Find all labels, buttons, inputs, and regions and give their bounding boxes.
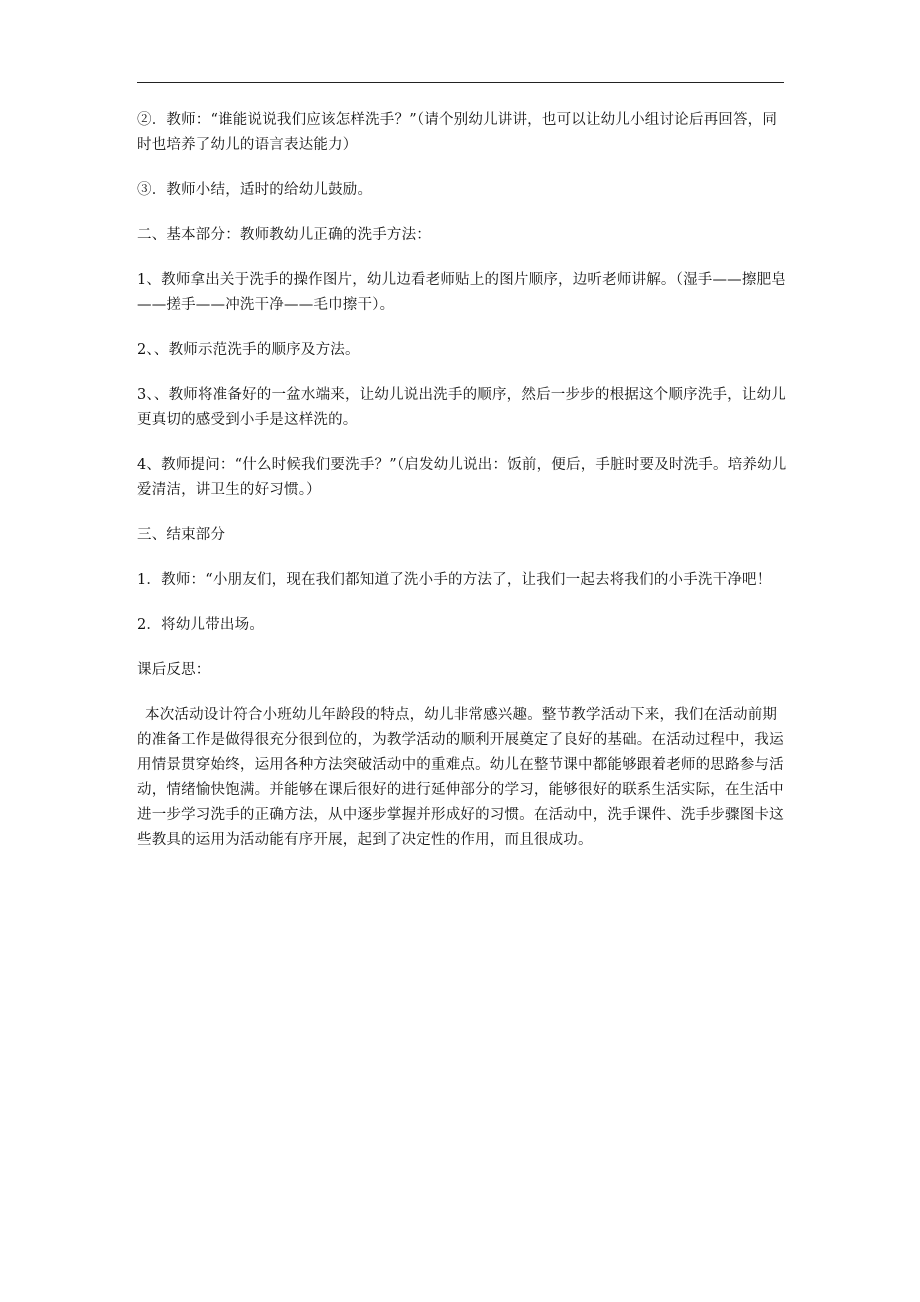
paragraph-item-1: 1、教师拿出关于洗手的操作图片，幼儿边看老师贴上的图片顺序，边听老师讲解。（湿手——擦肥皂——搓手——冲洗干净——毛巾擦干）。: [137, 272, 786, 313]
document-body: [137, 108, 787, 873]
paragraph-reflection: 本次活动设计符合小班幼儿年龄段的特点，幼儿非常感兴趣。整节教学活动下来，我们在活动前期的准备工作是做得很充分很到位的，为教学活动的顺利开展奠定了良好的基础。在活动过程中，我运用情景贯穿始终，运用各种方法突破活动中的重难点。幼儿在整节课中都能够跟着老师的思路参与活动，情绪愉快饱满。并能够在课后很好的进行延伸部分的学习，能够很好的联系生活实际，在生活中进一步学习洗手的正确方法，从中逐步掌握并形成好的习惯。在活动中，洗手课件、洗手步骤图卡这些教具的运用为活动能有序开展，起到了决定性的作用，而且很成功。: [137, 707, 784, 848]
paragraph-item-4: 4、教师提问：“什么时候我们要洗手？”（启发幼儿说出：饭前，便后，手脏时要及时洗手。培养幼儿爱清洁，讲卫生的好习惯。）: [137, 457, 787, 498]
paragraph-ending-2: 2．将幼儿带出场。: [137, 617, 265, 633]
paragraph-ending-1: 1．教师：“小朋友们，现在我们都知道了洗小手的方法了，让我们一起去将我们的小手洗干净吧！: [137, 572, 772, 588]
section-heading-reflection: 课后反思：: [137, 662, 211, 678]
paragraph-item-3: 3、、教师将准备好的一盆水端来，让幼儿说出洗手的顺序，然后一步步的根据这个顺序洗手，让幼儿更真切的感受到小手是这样洗的。: [137, 387, 786, 428]
header-rule: [137, 82, 784, 83]
section-heading-ending: 三、结束部分: [137, 527, 226, 543]
paragraph-step-2: ②．教师：“谁能说说我们应该怎样洗手？”（请个别幼儿讲讲，也可以让幼儿小组讨论后再回答，同时也培养了幼儿的语言表达能力）: [137, 112, 778, 153]
paragraph-item-2: 2、、教师示范洗手的顺序及方法。: [137, 342, 360, 358]
section-heading-basic: 二、基本部分：教师教幼儿正确的洗手方法：: [137, 227, 431, 243]
paragraph-step-3: ③．教师小结，适时的给幼儿鼓励。: [137, 182, 373, 198]
